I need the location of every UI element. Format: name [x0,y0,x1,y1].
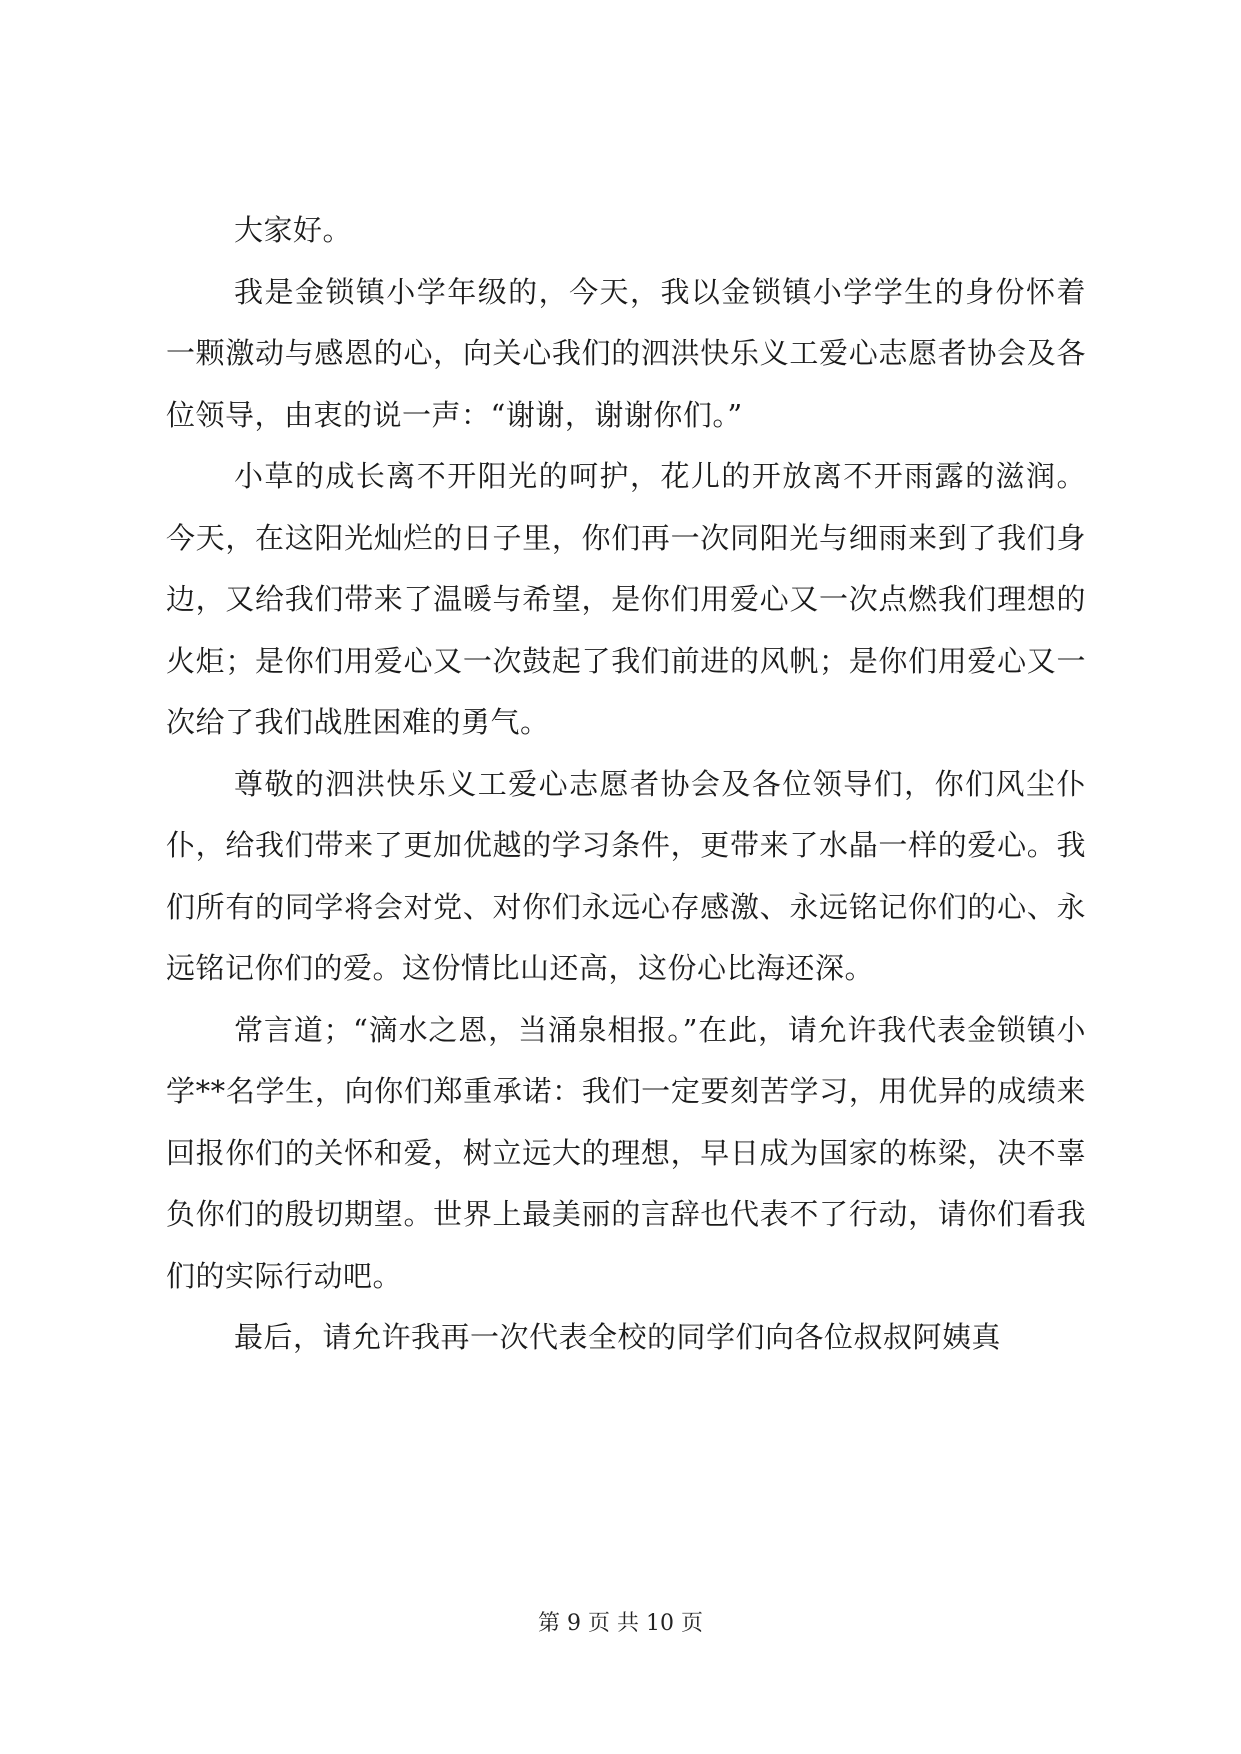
paragraph-sunshine: 小草的成长离不开阳光的呵护，花儿的开放离不开雨露的滋润。今天，在这阳光灿烂的日子里，你们再一次同阳光与细雨来到了我们身边，又给我们带来了温暖与希望，是你们用爱心又一次点燃我们理想的火炬；是你们用爱心又一次鼓起了我们前进的风帆；是你们用爱心又一次给了我们战胜困难的勇气。 [166,459,1086,739]
paragraph-gratitude: 尊敬的泗洪快乐义工爱心志愿者协会及各位领导们，你们风尘仆仆，给我们带来了更加优越的学习条件，更带来了水晶一样的爱心。我们所有的同学将会对党、对你们永远心存感激、永远铭记你们的心、永远铭记你们的爱。这份情比山还高，这份心比海还深。 [166,766,1086,985]
paragraph-introduction: 我是金锁镇小学年级的，今天，我以金锁镇小学学生的身份怀着一颗激动与感恩的心，向关心我们的泗洪快乐义工爱心志愿者协会及各位领导，由衷的说一声：“谢谢，谢谢你们。” [166,274,1086,432]
page-number-footer: 第 9 页 共 10 页 [538,1611,703,1636]
body-text [166,200,1086,1369]
paragraph-closing: 最后，请允许我再一次代表全校的同学们向各位叔叔阿姨真 [234,1320,1002,1354]
paragraph-greeting: 大家好。 [234,213,353,247]
paragraph-promise: 常言道；“滴水之恩，当涌泉相报。”在此，请允许我代表金锁镇小学**名学生，向你们郑重承诺：我们一定要刻苦学习，用优异的成绩来回报你们的关怀和爱，树立远大的理想，早日成为国家的栋梁，决不辜负你们的殷切期望。世界上最美丽的言辞也代表不了行动，请你们看我们的实际行动吧。 [166,1012,1086,1293]
